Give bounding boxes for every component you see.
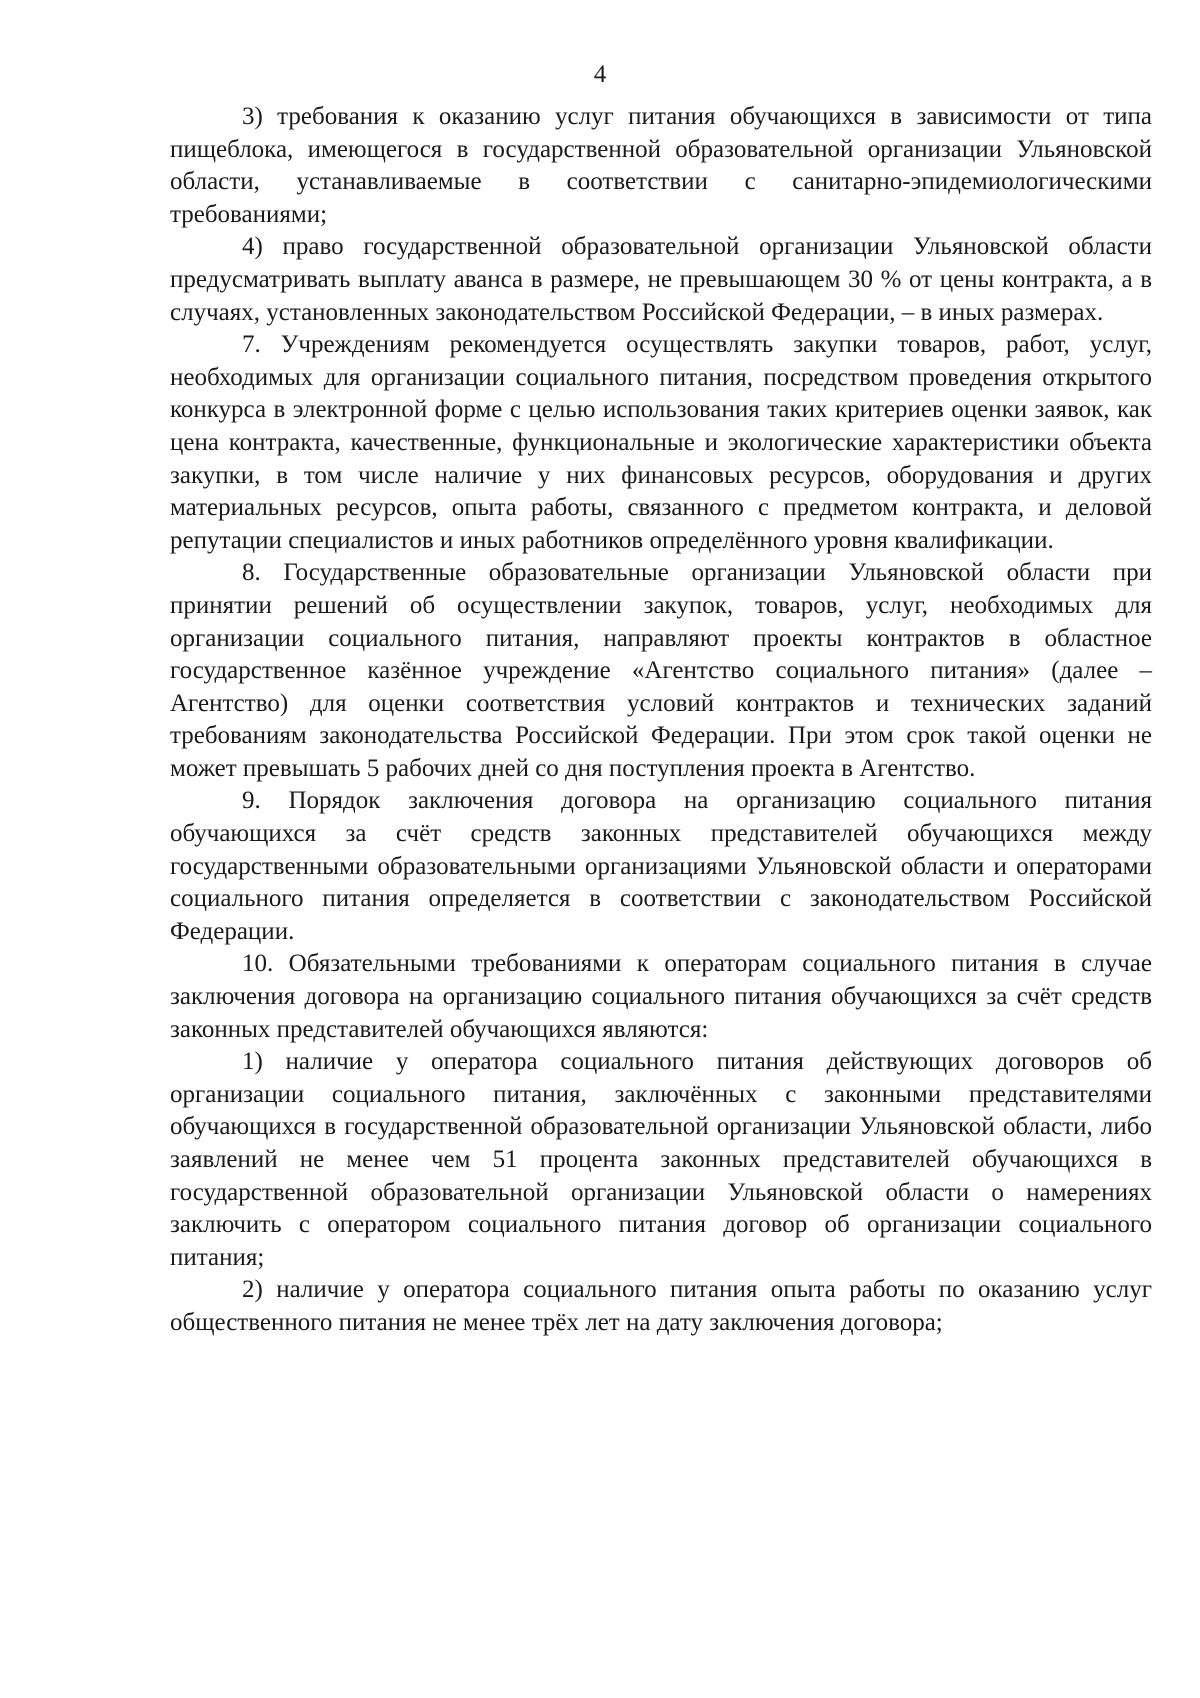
paragraph-requirement-3: 3) требования к оказанию услуг питания обучающихся в зависимости от типа пищеблока, имеющегося в государственной образовательной организации Ульяновской области, устанавливаемые в соответствии с санитарно-эпидемиологическими требованиями; <box>170 103 1152 228</box>
paragraph-subclause-2: 2) наличие у оператора социального питания опыта работы по оказанию услуг общественного питания не менее трёх лет на дату заключения договора; <box>170 1276 1152 1336</box>
paragraph-clause-8: 8. Государственные образовательные организации Ульяновской области при принятии решений об осуществлении закупок, товаров, услуг, необходимых для организации социального питания, направляют проекты контрактов в областное государственное казённое учреждение «Агентство социального питания» (далее – Агентство) для оценки соответствия условий контрактов и технических заданий требованиям законодательства Российской Федерации. При этом срок такой оценки не может превышать 5 рабочих дней со дня поступления проекта в Агентство. <box>170 559 1152 782</box>
paragraph-clause-7: 7. Учреждениям рекомендуется осуществлять закупки товаров, работ, услуг, необходимых для организации социального питания, посредством проведения открытого конкурса в электронной форме с целью использования таких критериев оценки заявок, как цена контракта, качественные, функциональные и экологические характеристики объекта закупки, в том числе наличие у них финансовых ресурсов, оборудования и других материальных ресурсов, опыта работы, связанного с предметом контракта, и деловой репутации специалистов и иных работников определённого уровня квалификации. <box>170 331 1152 554</box>
paragraph-subclause-1: 1) наличие у оператора социального питания действующих договоров об организации социального питания, заключённых с законными представителями обучающихся в государственной образовательной организации Ульяновской области, либо заявлений не менее чем 51 процента законных представителей обучающихся в государственной образовательной организации Ульяновской области о намерениях заключить с оператором социального питания договор об организации социального питания; <box>170 1048 1152 1271</box>
document-body <box>170 101 1152 1340</box>
paragraph-clause-9: 9. Порядок заключения договора на организацию социального питания обучающихся за счёт средств законных представителей обучающихся между государственными образовательными организациями Ульяновской области и операторами социального питания определяется в соответствии с законодательством Российской Федерации. <box>170 787 1152 945</box>
page-number: 4 <box>593 61 607 88</box>
paragraph-requirement-4: 4) право государственной образовательной организации Ульяновской области предусматривать выплату аванса в размере, не превышающем 30 % от цены контракта, а в случаях, установленных законодательством Российской Федерации, – в иных размерах. <box>170 233 1152 326</box>
paragraph-clause-10: 10. Обязательными требованиями к операторам социального питания в случае заключения договора на организацию социального питания обучающихся за счёт средств законных представителей обучающихся являются: <box>170 950 1152 1043</box>
